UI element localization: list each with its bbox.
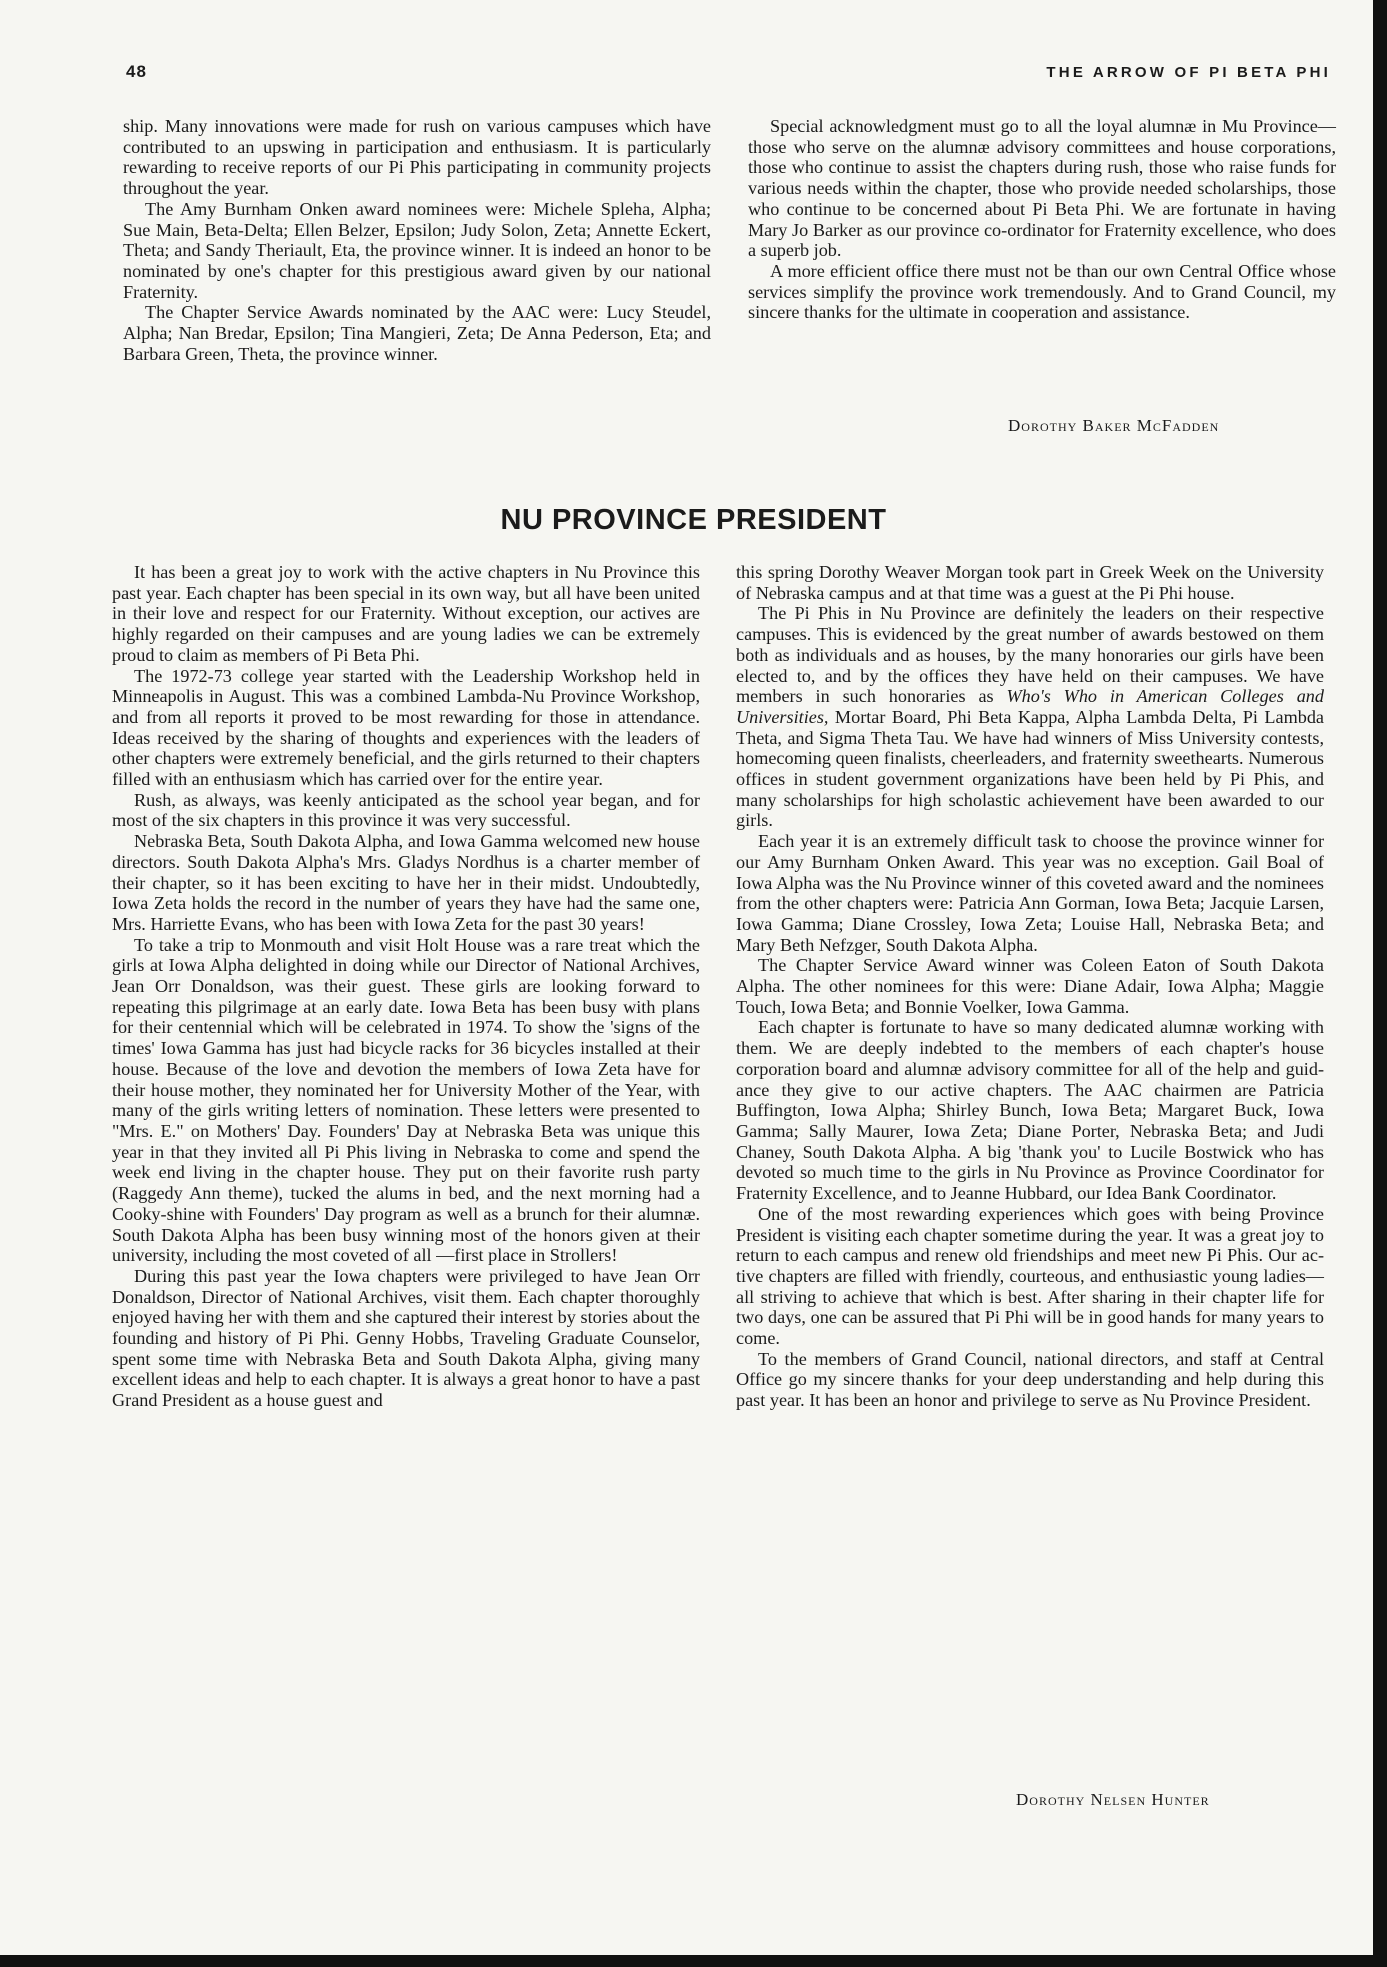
paragraph: The Chapter Service Award winner was Coleen Eaton of South Dakota Alpha. The other nominees for this were: Diane Adair, Iowa Alpha; Maggie Touch, Iowa Beta; and Bonnie Voelker, Iowa Gamma. — [736, 955, 1324, 1017]
paragraph: Special acknowledgment must go to all the loyal alumnæ in Mu Province—those who serve on the alumnæ advisory committees and house corporations, those who continue to assist the chapters during rush, those who raise funds for various needs within the chapter, those who provide needed scholarships, those who continue to be concerned about Pi Beta Phi. We are fortunate in having Mary Jo Barker as our province co-ordinator for Fraternity excellence, who does a superb job. — [748, 116, 1336, 261]
top-right-column — [748, 116, 1336, 323]
paragraph: ship. Many innovations were made for rush on various campuses which have contributed to an upswing in participation and enthusiasm. It is particularly rewarding to receive reports of our Pi Phis participating in community projects throughout the year. — [123, 116, 711, 199]
main-right-column — [736, 562, 1324, 1411]
signature-hunter: Dorothy Nelsen Hunter — [1016, 1790, 1210, 1809]
paragraph: The Amy Burnham Onken award nominees were: Michele Spleha, Alpha; Sue Main, Beta-Delta; Ellen Belzer, Epsilon; Judy Solon, Zeta; Annette Eckert, Theta; and Sandy Theriault, Eta, the province winner. It is indeed an honor to be nominated by one's chapter for this prestigious award given by our national Fraternity. — [123, 198, 711, 302]
top-left-column — [123, 116, 711, 364]
paragraph: The 1972-73 college year started with the Leadership Workshop held in Minneapolis in August. This was a combined Lambda-Nu Province Workshop, and from all reports it proved to be most rewarding for those in attendance. Ideas received by the sharing of thoughts and experiences with the leaders of other chapters were extremely beneficial, and the girls returned to their chapters filled with an enthusiasm which has carried over for the entire year. — [112, 665, 700, 790]
text-run: The Pi Phis in Nu Province are definitely the leaders on their respective campuses. This is evidenced by the great number of awards bestowed on them both as individuals and as houses, by the many honoraries our girls have been elected to, and by the offices they have held on their campuses. We have members in such honoraries as — [736, 603, 1324, 707]
paragraph: One of the most rewarding experiences which goes with being Province President is visiting each chapter sometime during the year. It was a great joy to return to each campus and renew old friendships and meet new Pi Phis. Our active chapters are filled with friendly, courteous, and enthusiastic young ladies—all striving to achieve that which is best. After sharing in their chapter life for two days, one can be assured that Pi Phi will be in good hands for many years to come. — [736, 1203, 1324, 1349]
italic-title: Who's Who in American Colleges and Universities, — [736, 686, 1324, 727]
main-left-column — [112, 562, 700, 1411]
scan-edge-bottom — [0, 1955, 1387, 1967]
paragraph: Nebraska Beta, South Dakota Alpha, and Iowa Gamma welcomed new house directors. South Dakota Alpha's Mrs. Gladys Nordhus is a charter member of their chapter, so it has been exciting to have her in their midst. Undoubtedly, Iowa Zeta holds the record in the number of years they have had the same one, Mrs. Harriette Evans, who has been with Iowa Zeta for the past 30 years! — [112, 831, 700, 934]
paragraph: this spring Dorothy Weaver Morgan took part in Greek Week on the University of Nebraska campus and at that time was a guest at the Pi Phi house. — [736, 562, 1324, 603]
section-title: NU PROVINCE PRESIDENT — [500, 504, 887, 536]
paragraph: Each year it is an extremely difficult task to choose the province winner for our Amy Burnham Onken Award. This year was no exception. Gail Boal of Iowa Alpha was the Nu Province winner of this coveted award and the nominees from the other chapters were: Patricia Ann Gorman, Iowa Beta; Jacquie Larsen, Iowa Gamma; Diane Crossley, Iowa Zeta; Louise Hall, Nebraska Beta; and Mary Beth Nefzger, South Dakota Alpha. — [736, 831, 1324, 955]
paragraph: To take a trip to Monmouth and visit Holt House was a rare treat which the girls at Iowa Alpha delighted in doing while our Director of National Archives, Jean Orr Donaldson, was their guest. These girls are looking forward to repeating this pilgrimage at an early date. Iowa Beta has been busy with plans for their centennial which will be celebrated in 1974. To show the 'signs of the times' Iowa Gamma has just had bicycle racks for 36 bicycles installed at their house. Because of the love and devotion the members of Iowa Zeta have for their house mother, they nominated her for University Mother of the Year, with many of the girls writing letters of nomination. These letters were presented to "Mrs. E." on Mothers' Day. Founders' Day at Nebraska Beta was unique this year in that they invited all Pi Phis living in Nebraska to come and spend the week end living in the chapter house. They put on their favorite rush party (Raggedy Ann theme), tucked the alums in bed, and the next morning had a Cooky-shine with Founders' Day program as well as a brunch for their alumnæ. South Dakota Alpha has been busy winning most of the honors given at their university, including the most coveted of all —first place in Strollers! — [112, 934, 700, 1266]
scan-edge-right — [1373, 0, 1387, 1967]
text-run: Mortar Board, Phi Beta Kappa, Alpha Lambda Delta, Pi Lambda Theta, and Sigma Theta Tau. We have had winners of Miss University contests, homecoming queen finalists, cheerleaders, and fraternity sweethearts. Numerous offices in student government organizations have been held by Pi Phis, and many scholarships for high scholastic achievement have been awarded to our girls. — [736, 706, 1324, 831]
paragraph: A more efficient office there must not be than our own Central Office whose services simplify the province work tremendously. And to Grand Council, my sincere thanks for the ultimate in cooperation and assistance. — [748, 260, 1336, 323]
signature-mcfadden: Dorothy Baker McFadden — [1008, 416, 1220, 435]
paragraph: During this past year the Iowa chapters were privileged to have Jean Orr Donaldson, Director of National Archives, visit them. Each chapter thoroughly enjoyed having her with them and she captured their interest by stories about the founding and history of Pi Phi. Genny Hobbs, Traveling Graduate Counselor, spent some time with Nebraska Beta and South Dakota Alpha, giving many excellent ideas and help to each chapter. It is always a great honor to have a past Grand President as a house guest and — [112, 1265, 700, 1411]
paragraph: Rush, as always, was keenly anticipated as the school year began, and for most of the six chapters in this province it was very successful. — [112, 789, 700, 831]
paragraph: To the members of Grand Council, national directors, and staff at Central Office go my sincere thanks for your deep understanding and help during this past year. It has been an honor and privilege to serve as Nu Province President. — [736, 1348, 1324, 1411]
paragraph — [736, 603, 1324, 831]
paragraph: The Chapter Service Awards nominated by the AAC were: Lucy Steudel, Alpha; Nan Bredar, Epsilon; Tina Mangieri, Zeta; De Anna Pederson, Eta; and Barbara Green, Theta, the province winner. — [123, 302, 711, 364]
paragraph: It has been a great joy to work with the active chapters in Nu Province this past year. Each chapter has been special in its own way, but all have been united in their love and respect for our Fraternity. Without exception, our actives are highly regarded on their campuses and are young ladies we can be extremely proud to claim as members of Pi Beta Phi. — [112, 562, 700, 665]
page-number: 48 — [126, 62, 147, 81]
running-title: THE ARROW OF PI BETA PHI — [1046, 64, 1331, 81]
paragraph: Each chapter is fortunate to have so many dedicated alumnæ working with them. We are deeply indebted to the members of each chapter's house corporation board and alumnæ advisory committee for all of the help and guidance they give to our active chapters. The AAC chairmen are Patricia Buffington, Iowa Alpha; Shirley Bunch, Iowa Beta; Margaret Buck, Iowa Gamma; Sally Maurer, Iowa Zeta; Diane Porter, Nebraska Beta; and Judi Chaney, South Dakota Alpha. A big 'thank you' to Lucile Bostwick who has devoted so much time to the girls in Nu Province as Province Coordinator for Fraternity Excellence, and to Jeanne Hubbard, our Idea Bank Coordinator. — [736, 1017, 1324, 1204]
